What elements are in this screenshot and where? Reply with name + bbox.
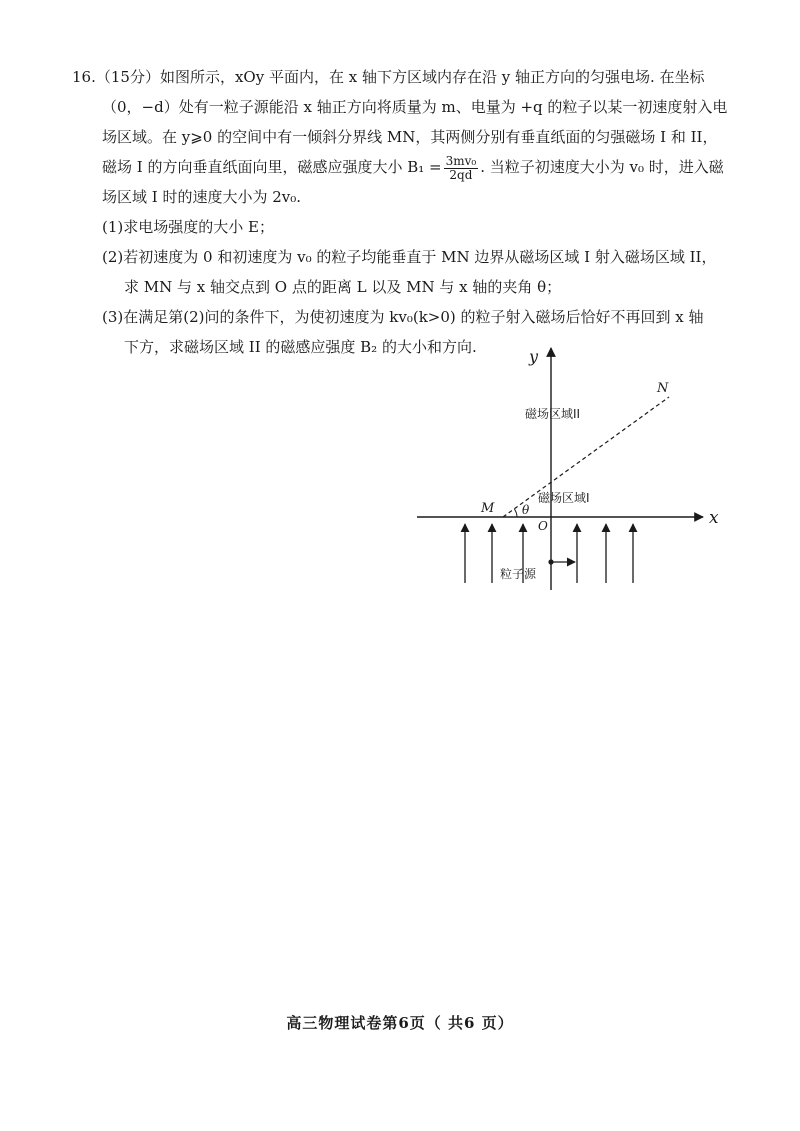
b1-denominator: 2qd bbox=[449, 167, 473, 182]
problem-line-4 bbox=[72, 152, 732, 182]
origin-label: O bbox=[538, 519, 548, 533]
b1-text-before: 磁场 I 的方向垂直纸面向里，磁感应强度大小 B₁ = bbox=[102, 158, 442, 176]
electric-field-arrows bbox=[465, 524, 633, 583]
question-2: (2)若初速度为 0 和初速度为 v₀ 的粒子均能垂直于 MN 边界从磁场区域 I 射入磁场区域 II， bbox=[102, 248, 717, 266]
point-n-label: N bbox=[657, 381, 669, 396]
b1-fraction bbox=[444, 155, 479, 182]
angle-label: θ bbox=[522, 503, 530, 517]
problem-line-3: 场区域。在 y⩾0 的空间中有一倾斜分界线 MN，其两侧分别有垂直纸面的匀强磁场 I 和 II， bbox=[102, 128, 718, 146]
b1-text-after: . 当粒子初速度大小为 v₀ 时，进入磁 bbox=[480, 158, 724, 176]
page-footer: 高三物理试卷第6页（ 共6 页） bbox=[286, 1014, 514, 1032]
question-3: (3)在满足第(2)问的条件下，为使初速度为 kv₀(k>0) 的粒子射入磁场后恰好不再回到 x 轴 bbox=[102, 308, 704, 326]
x-axis-label: x bbox=[709, 508, 719, 528]
source-label: 粒子源 bbox=[500, 567, 537, 581]
point-m-label: M bbox=[481, 501, 495, 516]
angle-arc bbox=[514, 509, 517, 517]
problem-16 bbox=[72, 62, 732, 362]
field-diagram bbox=[405, 340, 735, 600]
figure bbox=[405, 340, 735, 600]
question-1: (1)求电场强度的大小 E； bbox=[102, 218, 274, 236]
region-1-label: 磁场区域I bbox=[538, 491, 590, 505]
source-dot bbox=[548, 559, 553, 564]
y-axis-label: y bbox=[529, 347, 539, 366]
problem-line-5: 场区域 I 时的速度大小为 2v₀. bbox=[102, 188, 302, 206]
problem-line-2: （0，−d）处有一粒子源能沿 x 轴正方向将质量为 m、电量为 +q 的粒子以某一初速度射入电 bbox=[102, 98, 728, 116]
b1-numerator: 3mv₀ bbox=[445, 153, 477, 168]
region-2-label: 磁场区域II bbox=[525, 407, 581, 421]
problem-line-1: 16.（15分）如图所示，xOy 平面内，在 x 轴下方区域内存在沿 y 轴正方向的匀强电场. 在坐标 bbox=[72, 68, 705, 86]
question-3-cont: 下方，求磁场区域 II 的磁感应强度 B₂ 的大小和方向. bbox=[124, 338, 477, 356]
question-2-cont: 求 MN 与 x 轴交点到 O 点的距离 L 以及 MN 与 x 轴的夹角 θ； bbox=[124, 278, 562, 296]
